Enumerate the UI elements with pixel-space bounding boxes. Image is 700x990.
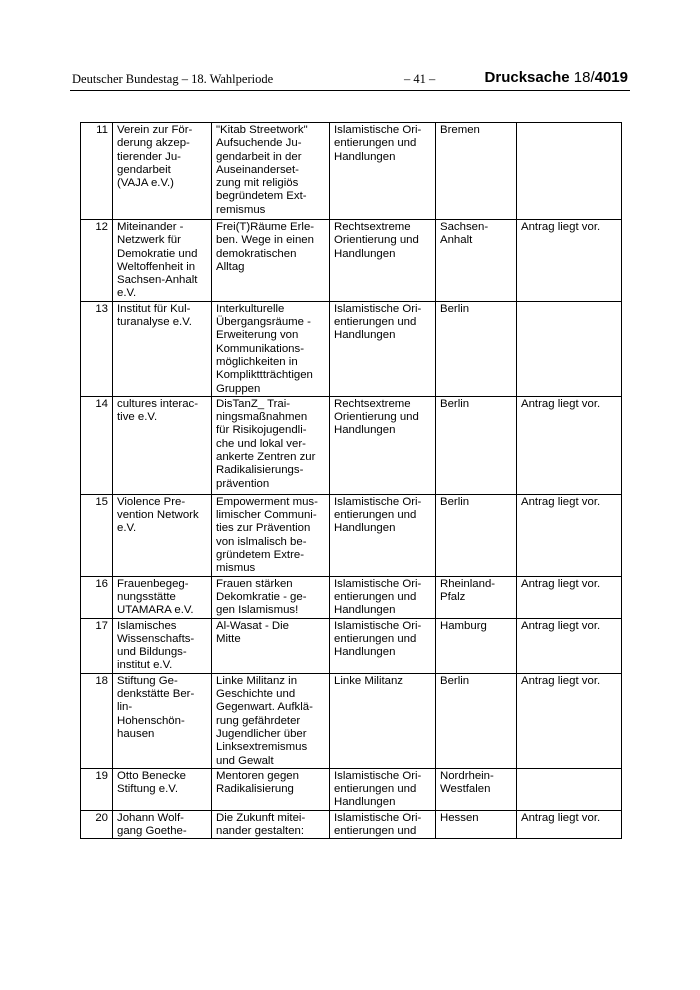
organization-cell (113, 220, 212, 302)
cell-line: Otto Benecke (117, 769, 187, 782)
cell-line: turanalyse e.V. (117, 316, 192, 329)
cell-line: Antrag liegt vor. (521, 811, 601, 824)
organization-cell (113, 768, 212, 810)
table-row (81, 810, 622, 839)
cell-line: Handlungen (334, 604, 396, 617)
row-number: 18 (81, 673, 113, 768)
cell-line: Frei(T)Räume Erle- (216, 221, 315, 233)
page-number: – 41 – (404, 72, 436, 86)
table-row (81, 618, 622, 673)
cell-line: tierender Ju- (117, 150, 181, 163)
cell-line: hausen (117, 727, 155, 740)
cell-line: Weltoffenheit in (117, 260, 196, 273)
application-status-cell (517, 576, 622, 618)
cell-line: Frauenbegeg- (117, 577, 189, 590)
state-cell (436, 576, 517, 618)
organization-cell (113, 123, 212, 220)
cell-line: Demokratie und (117, 247, 198, 260)
cell-line: entierungen und (334, 632, 417, 645)
topic-area-cell (330, 396, 436, 494)
topic-area-cell (330, 810, 436, 839)
organization-cell (113, 396, 212, 494)
cell-line: entierungen und (334, 316, 417, 329)
cell-line: entierungen und (334, 590, 417, 603)
state-cell (436, 618, 517, 673)
cell-line: Alltag (216, 260, 245, 273)
project-cell (212, 220, 330, 302)
row-number: 11 (81, 123, 113, 220)
state-cell (436, 494, 517, 576)
cell-line: rung gefährdeter (216, 714, 301, 727)
cell-line: Frauen stärken (216, 577, 293, 590)
application-status-cell (517, 220, 622, 302)
cell-line: Orientierung und (334, 234, 419, 247)
cell-line: Dekomkratie - ge- (216, 590, 307, 603)
cell-line: Rheinland- (440, 577, 496, 590)
cell-line: Auseinanderset- (216, 163, 299, 176)
topic-area-cell (330, 494, 436, 576)
cell-line: gang Goethe- (117, 824, 187, 837)
cell-line: Antrag liegt vor. (521, 495, 601, 508)
cell-line: Handlungen (334, 247, 396, 260)
cell-line: Kommunikations- (216, 342, 304, 355)
document-period: 18/ (573, 69, 595, 86)
cell-line: ben. Wege in einen (216, 234, 314, 247)
cell-line: von islmalisch be- (216, 535, 307, 548)
row-number: 12 (81, 220, 113, 302)
cell-line: entierungen und (334, 509, 417, 522)
cell-line: Handlungen (334, 150, 396, 163)
cell-line: prävention (216, 477, 270, 490)
cell-line: zung mit religiös (216, 177, 299, 190)
cell-line: Sachsen-Anhalt (117, 274, 198, 287)
organization-cell (113, 618, 212, 673)
cell-line: Islamistische Ori- (334, 769, 422, 782)
cell-line: e.V. (117, 287, 137, 300)
cell-line: möglichkeiten in (216, 355, 298, 368)
table-row (81, 396, 622, 494)
cell-line: Geschichte und (216, 688, 296, 701)
cell-line: e.V. (117, 522, 137, 535)
cell-line: gründetem Extre- (216, 549, 304, 562)
cell-line: Hamburg (440, 619, 487, 632)
topic-area-cell (330, 673, 436, 768)
cell-line: entierungen und (334, 783, 417, 796)
cell-line: Islamistische Ori- (334, 124, 422, 136)
application-status-cell (517, 494, 622, 576)
cell-line: nungsstätte (117, 590, 176, 603)
state-cell (436, 810, 517, 839)
project-cell (212, 123, 330, 220)
cell-line: Pfalz (440, 590, 466, 603)
cell-line: nander gestalten: (216, 824, 305, 837)
cell-line: demokratischen (216, 247, 297, 260)
cell-line: mismus (216, 562, 256, 575)
project-cell (212, 396, 330, 494)
topic-area-cell (330, 301, 436, 396)
cell-line: gendarbeit in der (216, 150, 302, 163)
topic-area-cell (330, 220, 436, 302)
application-status-cell (517, 123, 622, 220)
cell-line: Jugendlicher über (216, 727, 307, 740)
cell-line: Radikalisierung (216, 783, 294, 796)
organization-cell (113, 494, 212, 576)
cell-line: Übergangsräume - (216, 316, 311, 329)
cell-line: lin- (117, 701, 133, 714)
cell-line: UTAMARA e.V. (117, 604, 194, 617)
organization-cell (113, 301, 212, 396)
cell-line: tive e.V. (117, 411, 158, 424)
topic-area-cell (330, 123, 436, 220)
cell-line: Mitte (216, 632, 241, 645)
table-row (81, 301, 622, 396)
cell-line: Hohenschön- (117, 714, 185, 727)
cell-line: Anhalt (440, 234, 473, 247)
application-status-cell (517, 768, 622, 810)
cell-line: gen Islamismus! (216, 604, 299, 617)
cell-line: Antrag liegt vor. (521, 674, 601, 687)
cell-line: gendarbeit (117, 163, 171, 176)
cell-line: Handlungen (334, 329, 396, 342)
cell-line: Antrag liegt vor. (521, 397, 601, 410)
application-status-cell (517, 618, 622, 673)
cell-line: che und lokal ver- (216, 437, 306, 450)
cell-line: Die Zukunft mitei- (216, 811, 306, 824)
application-status-cell (517, 673, 622, 768)
cell-line: Handlungen (334, 646, 396, 659)
row-number: 19 (81, 768, 113, 810)
cell-line: Verein zur För- (117, 124, 193, 136)
application-status-cell (517, 301, 622, 396)
project-cell (212, 618, 330, 673)
cell-line: Islamistische Ori- (334, 577, 422, 590)
table-body (81, 123, 622, 839)
cell-line: begründetem Ext- (216, 190, 307, 203)
state-cell (436, 301, 517, 396)
table-row (81, 576, 622, 618)
cell-line: Linke Militanz (334, 674, 404, 687)
cell-line: Rechtsextreme (334, 397, 411, 410)
table-row (81, 123, 622, 220)
document-id: 4019 (594, 69, 628, 86)
cell-line: Hessen (440, 811, 479, 824)
cell-line: Antrag liegt vor. (521, 619, 601, 632)
cell-line: ningsmaßnahmen (216, 411, 308, 424)
cell-line: denkstätte Ber- (117, 688, 195, 701)
cell-line: Al-Wasat - Die (216, 619, 289, 632)
cell-line: Handlungen (334, 424, 396, 437)
table-row (81, 494, 622, 576)
cell-line: Berlin (440, 495, 470, 508)
state-cell (436, 673, 517, 768)
table-row (81, 220, 622, 302)
cell-line: Mentoren gegen (216, 769, 299, 782)
cell-line: Antrag liegt vor. (521, 577, 601, 590)
row-number: 17 (81, 618, 113, 673)
parliament-period: Deutscher Bundestag – 18. Wahlperiode (72, 72, 274, 86)
state-cell (436, 768, 517, 810)
cell-line: "Kitab Streetwork" (216, 124, 308, 136)
cell-line: (VAJA e.V.) (117, 177, 174, 190)
project-cell (212, 576, 330, 618)
cell-line: Violence Pre- (117, 495, 186, 508)
row-number: 13 (81, 301, 113, 396)
cell-line: Stiftung Ge- (117, 674, 178, 687)
cell-line: Islamistische Ori- (334, 811, 422, 824)
cell-line: Radikalisierungs- (216, 464, 304, 477)
cell-line: und Bildungs- (117, 646, 187, 659)
cell-line: entierungen und (334, 137, 417, 150)
cell-line: und Gewalt (216, 754, 274, 767)
state-cell (436, 396, 517, 494)
cell-line: Bremen (440, 124, 480, 136)
cell-line: Gruppen (216, 382, 261, 395)
cell-line: Berlin (440, 674, 470, 687)
table-row (81, 673, 622, 768)
cell-line: ankerte Zentren zur (216, 451, 316, 464)
cell-line: Institut für Kul- (117, 302, 191, 315)
cell-line: remismus (216, 203, 266, 216)
table-row (81, 768, 622, 810)
cell-line: Westfalen (440, 783, 491, 796)
cell-line: Johann Wolf- (117, 811, 184, 824)
cell-line: limischer Communi- (216, 509, 317, 522)
cell-line: entierungen und (334, 824, 417, 837)
state-cell (436, 220, 517, 302)
cell-line: institut e.V. (117, 659, 173, 672)
cell-line: Erweiterung von (216, 329, 299, 342)
cell-line: Komplikttträchtigen (216, 369, 313, 382)
organization-cell (113, 576, 212, 618)
cell-line: Linksextremismus (216, 741, 308, 754)
cell-line: Handlungen (334, 796, 396, 809)
row-number: 20 (81, 810, 113, 839)
cell-line: Nordrhein- (440, 769, 494, 782)
row-number: 15 (81, 494, 113, 576)
cell-line: Orientierung und (334, 411, 419, 424)
cell-line: für Risikojugendli- (216, 424, 307, 437)
cell-line: Berlin (440, 302, 470, 315)
cell-line: vention Network (117, 509, 199, 522)
project-cell (212, 301, 330, 396)
cell-line: Handlungen (334, 522, 396, 535)
row-number: 16 (81, 576, 113, 618)
cell-line: Empowerment mus- (216, 495, 318, 508)
cell-line: ties zur Prävention (216, 522, 311, 535)
cell-line: Stiftung e.V. (117, 783, 179, 796)
cell-line: Islamistische Ori- (334, 302, 422, 315)
project-cell (212, 494, 330, 576)
cell-line: derung akzep- (117, 137, 190, 150)
project-cell (212, 768, 330, 810)
cell-line: Antrag liegt vor. (521, 221, 601, 233)
row-number: 14 (81, 396, 113, 494)
page-header (70, 70, 630, 91)
cell-line: Linke Militanz in (216, 674, 298, 687)
cell-line: Miteinander - (117, 221, 184, 233)
application-status-cell (517, 396, 622, 494)
cell-line: DisTanZ_ Trai- (216, 397, 291, 410)
topic-area-cell (330, 576, 436, 618)
application-status-cell (517, 810, 622, 839)
organization-cell (113, 673, 212, 768)
topic-area-cell (330, 768, 436, 810)
cell-line: Islamisches (117, 619, 177, 632)
cell-line: Islamistische Ori- (334, 619, 422, 632)
state-cell (436, 123, 517, 220)
project-cell (212, 810, 330, 839)
cell-line: Gegenwart. Aufklä- (216, 701, 313, 714)
document-number (485, 69, 628, 86)
cell-line: Interkulturelle (216, 302, 285, 315)
document-label: Drucksache (484, 69, 570, 86)
organization-cell (113, 810, 212, 839)
cell-line: Berlin (440, 397, 470, 410)
cell-line: cultures interac- (117, 397, 199, 410)
cell-line: Rechtsextreme (334, 221, 411, 233)
cell-line: Islamistische Ori- (334, 495, 422, 508)
topic-area-cell (330, 618, 436, 673)
cell-line: Sachsen- (440, 221, 489, 233)
project-table (80, 122, 622, 839)
cell-line: Aufsuchende Ju- (216, 137, 302, 150)
cell-line: Netzwerk für (117, 234, 181, 247)
project-cell (212, 673, 330, 768)
cell-line: Wissenschafts- (117, 632, 195, 645)
